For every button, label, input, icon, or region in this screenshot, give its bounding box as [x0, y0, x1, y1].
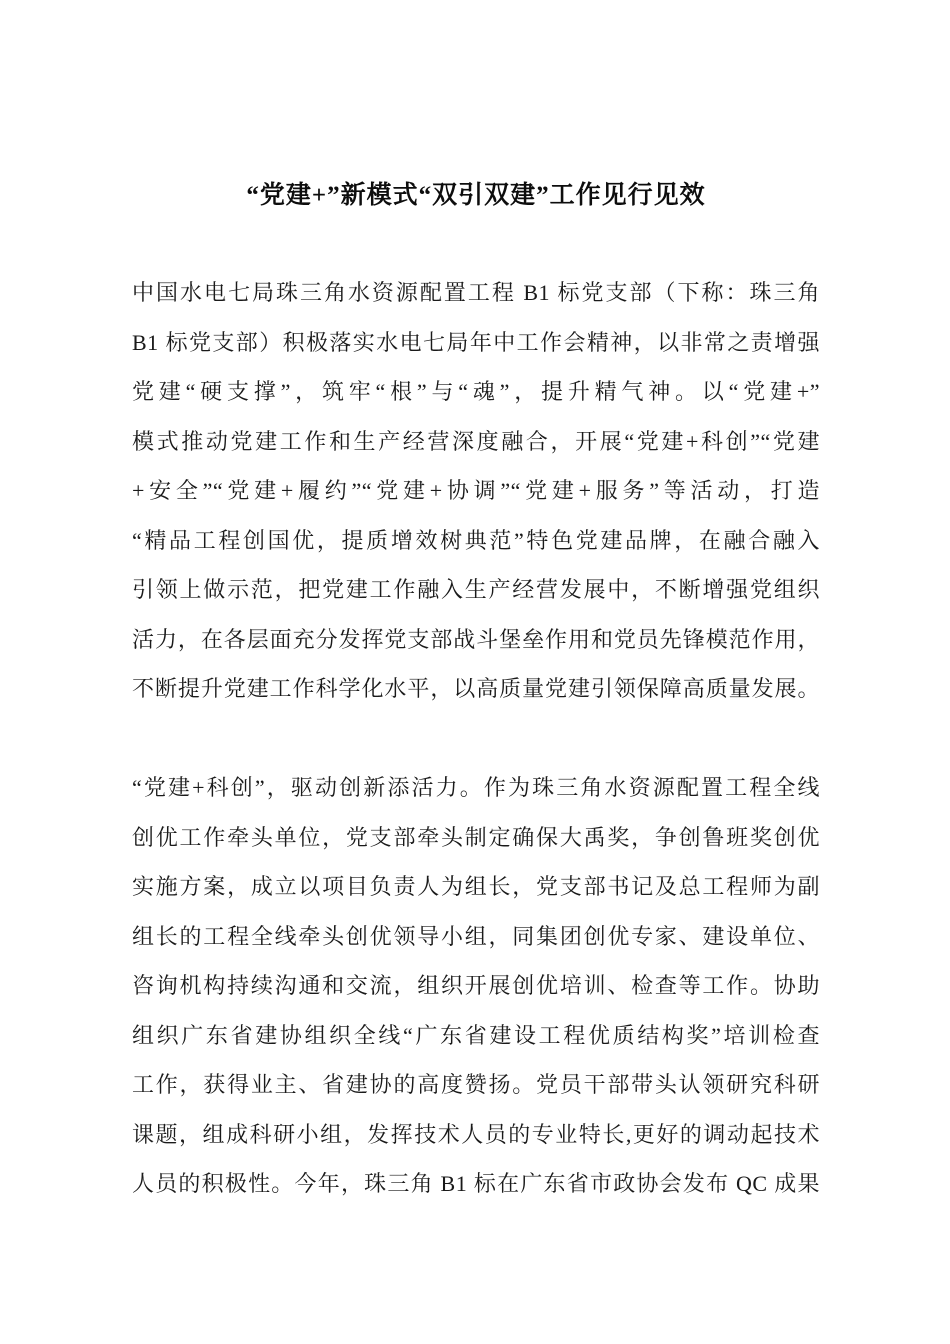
paragraph [132, 763, 820, 1209]
document-title: “党建+”新模式“双引双建”工作见行见效 [246, 182, 706, 209]
text-line: B1 标党支部）积极落实水电七局年中工作会精神，以非常之责增强 [132, 329, 820, 355]
text-line: 活力，在各层面充分发挥党支部战斗堡垒作用和党员先锋模范作用， [132, 626, 820, 652]
text-line: 模式推动党建工作和生产经营深度融合，开展“党建+科创”“党建 [132, 428, 820, 454]
text-line: 创优工作牵头单位，党支部牵头制定确保大禹奖，争创鲁班奖创优 [132, 824, 820, 850]
text-line: 实施方案，成立以项目负责人为组长，党支部书记及总工程师为副 [132, 874, 820, 899]
text-line: “精品工程创国优，提质增效树典范”特色党建品牌，在融合融入 [132, 527, 820, 553]
text-line: 咨询机构持续沟通和交流，组织开展创优培训、检查等工作。协助 [132, 973, 820, 998]
text-line: 课题，组成科研小组，发挥技术人员的专业特长,更好的调动起技术 [132, 1121, 820, 1147]
text-line: 党建“硬支撑”，筑牢“根”与“魂”，提升精气神。以“党建+” [132, 379, 820, 404]
text-line: 组织广东省建协组织全线“广东省建设工程优质结构奖”培训检查 [132, 1022, 820, 1048]
document-body [132, 268, 820, 1209]
text-line: “党建+科创”，驱动创新添活力。作为珠三角水资源配置工程全线 [132, 775, 820, 800]
text-line: +安全”“党建+履约”“党建+协调”“党建+服务”等活动，打造 [132, 478, 820, 503]
paragraph [132, 268, 820, 714]
text-line: 不断提升党建工作科学化水平，以高质量党建引领保障高质量发展。 [132, 676, 820, 701]
text-line: 引领上做示范，把党建工作融入生产经营发展中，不断增强党组织 [132, 577, 820, 602]
text-line: 人员的积极性。今年，珠三角 B1 标在广东省市政协会发布 QC 成果 [132, 1171, 820, 1196]
text-line: 中国水电七局珠三角水资源配置工程 B1 标党支部（下称：珠三角 [132, 280, 820, 305]
text-line: 组长的工程全线牵头创优领导小组，同集团创优专家、建设单位、 [132, 923, 820, 949]
text-line: 工作，获得业主、省建协的高度赞扬。党员干部带头认领研究科研 [132, 1072, 820, 1097]
